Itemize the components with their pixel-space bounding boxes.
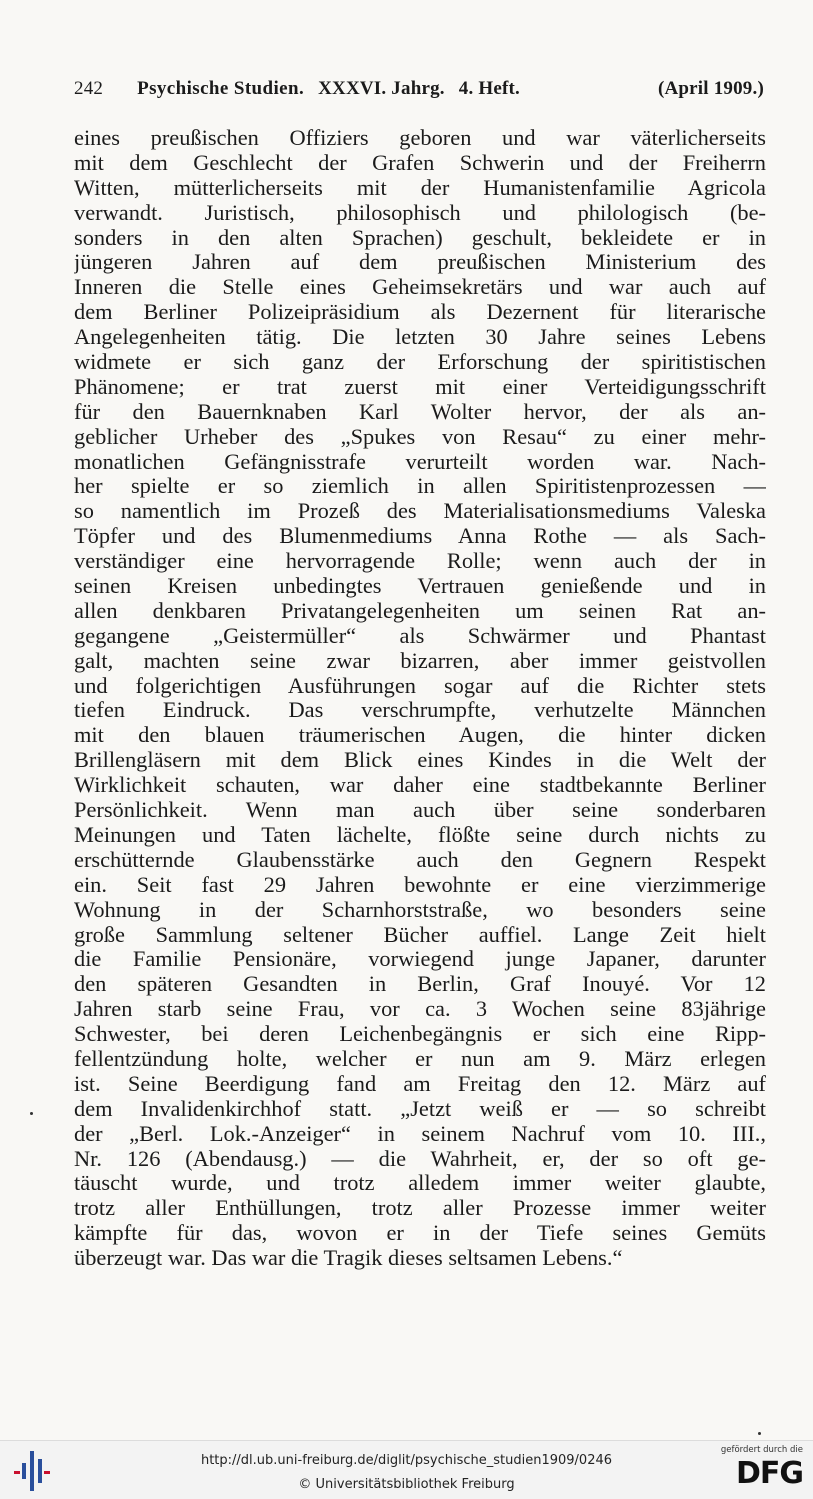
text-line: Jahren starb seine Frau, vor ca. 3 Wochen seine 83jährige xyxy=(74,997,766,1022)
text-line: der „Berl. Lok.-Anzeiger“ in seinem Nachruf vom 10. III., xyxy=(74,1121,766,1146)
text-line: Phänomene; er trat zuerst mit einer Verteidigungsschrift xyxy=(74,374,766,399)
issue-date: (April 1909.) xyxy=(657,78,764,99)
viewer-footer xyxy=(0,1440,813,1499)
text-line: die Familie Pensionäre, vorwiegend junge Japaner, darunter xyxy=(74,947,766,972)
dfg-logo: DFG xyxy=(735,1456,803,1491)
scan-speck xyxy=(758,1432,761,1435)
text-line: überzeugt war. Das war die Tragik dieses seltsamen Lebens.“ xyxy=(74,1246,623,1271)
text-line: Schwester, bei deren Leichenbegängnis er sich eine Ripp- xyxy=(74,1022,766,1047)
text-line: Nr. 126 (Abendausg.) — die Wahrheit, er, der so oft ge- xyxy=(74,1146,766,1171)
text-line: mit den blauen träumerischen Augen, die hinter dicken xyxy=(74,723,766,748)
text-line: monatlichen Gefängnisstrafe verurteilt worden war. Nach- xyxy=(74,449,766,474)
text-line: ein. Seit fast 29 Jahren bewohnte er eine vierzimmerige xyxy=(74,872,766,897)
text-line: sonders in den alten Sprachen) geschult, bekleidete er in xyxy=(74,225,766,250)
text-line: eines preußischen Offiziers geboren und war väterlicherseits xyxy=(74,126,766,150)
text-line: Töpfer und des Blumenmediums Anna Rothe — als Sach- xyxy=(74,524,766,549)
text-line: kämpfte für das, wovon er in der Tiefe seines Gemüts xyxy=(74,1221,766,1246)
text-line: her spielte er so ziemlich in allen Spiritistenprozessen — xyxy=(74,474,766,499)
text-line: fellentzündung holte, welcher er nun am 9. März erlegen xyxy=(74,1046,766,1071)
text-line: dem Invalidenkirchhof statt. „Jetzt weiß er — so schreibt xyxy=(74,1096,766,1121)
text-line: allen denkbaren Privatangelegenheiten um seinen Rat an- xyxy=(74,598,766,623)
text-line: verwandt. Juristisch, philosophisch und philologisch (be- xyxy=(74,200,766,225)
text-line: verständiger eine hervorragende Rolle; wenn auch der in xyxy=(74,549,766,574)
text-line: widmete er sich ganz der Erforschung der spiritistischen xyxy=(74,350,766,375)
volume-label: XXXVI. Jahrg. xyxy=(318,78,445,99)
scan-speck xyxy=(30,1112,33,1115)
text-line: Wohnung in der Scharnhorststraße, wo besonders seine xyxy=(74,897,766,922)
text-line: jüngeren Jahren auf dem preußischen Ministerium des xyxy=(74,250,766,275)
text-line: Inneren die Stelle eines Geheimsekretärs und war auch auf xyxy=(74,275,766,300)
text-line: Witten, mütterlicherseits mit der Humanistenfamilie Agricola xyxy=(74,175,766,200)
text-line: für den Bauernknaben Karl Wolter hervor, der als an- xyxy=(74,399,766,424)
text-line: geblicher Urheber des „Spukes von Resau“ zu einer mehr- xyxy=(74,424,766,449)
text-line: Angelegenheiten tätig. Die letzten 30 Jahre seines Lebens xyxy=(74,325,766,350)
text-line: Brillengläsern mit dem Blick eines Kindes in die Welt der xyxy=(74,748,766,773)
text-line: ist. Seine Beerdigung fand am Freitag den 12. März auf xyxy=(74,1071,766,1096)
text-line: den späteren Gesandten in Berlin, Graf Inouyé. Vor 12 xyxy=(74,972,766,997)
text-line: dem Berliner Polizeipräsidium als Dezernent für literarische xyxy=(74,300,766,325)
text-line: tiefen Eindruck. Das verschrumpfte, verhutzelte Männchen xyxy=(74,698,766,723)
text-line: Persönlichkeit. Wenn man auch über seine sonderbaren xyxy=(74,798,766,823)
text-line: mit dem Geschlecht der Grafen Schwerin und der Freiherrn xyxy=(74,150,766,175)
text-line: Meinungen und Taten lächelte, flößte seine durch nichts zu xyxy=(74,822,766,847)
text-line: große Sammlung seltener Bücher auffiel. Lange Zeit hielt xyxy=(74,922,766,947)
source-url-link[interactable]: http://dl.ub.uni-freiburg.de/diglit/psychische_studien1909/0246 xyxy=(200,1453,613,1468)
issue-label: 4. Heft. xyxy=(458,78,520,99)
text-line: Wirklichkeit schauten, war daher eine stadtbekannte Berliner xyxy=(74,773,766,798)
text-line: täuscht wurde, und trotz alledem immer weiter glaubte, xyxy=(74,1171,766,1196)
text-line: seinen Kreisen unbedingtes Vertrauen genießende und in xyxy=(74,574,766,599)
text-line: erschütternde Glaubensstärke auch den Gegnern Respekt xyxy=(74,847,766,872)
body-text xyxy=(74,126,766,1271)
text-line: so namentlich im Prozeß des Materialisationsmediums Valeska xyxy=(74,499,766,524)
page-number: 242 xyxy=(74,78,104,99)
journal-title: Psychische Studien. xyxy=(137,78,305,99)
text-line: und folgerichtigen Ausführungen sogar auf die Richter stets xyxy=(74,673,766,698)
text-line: galt, machten seine zwar bizarren, aber immer geistvollen xyxy=(74,648,766,673)
text-line: gegangene „Geistermüller“ als Schwärmer und Phantast xyxy=(74,623,766,648)
running-head xyxy=(74,78,764,100)
funded-by-label: gefördert durch die xyxy=(720,1445,803,1455)
copyright-notice: © Universitätsbibliothek Freiburg xyxy=(298,1477,515,1492)
text-line: trotz aller Enthüllungen, trotz aller Prozesse immer weiter xyxy=(74,1196,766,1221)
